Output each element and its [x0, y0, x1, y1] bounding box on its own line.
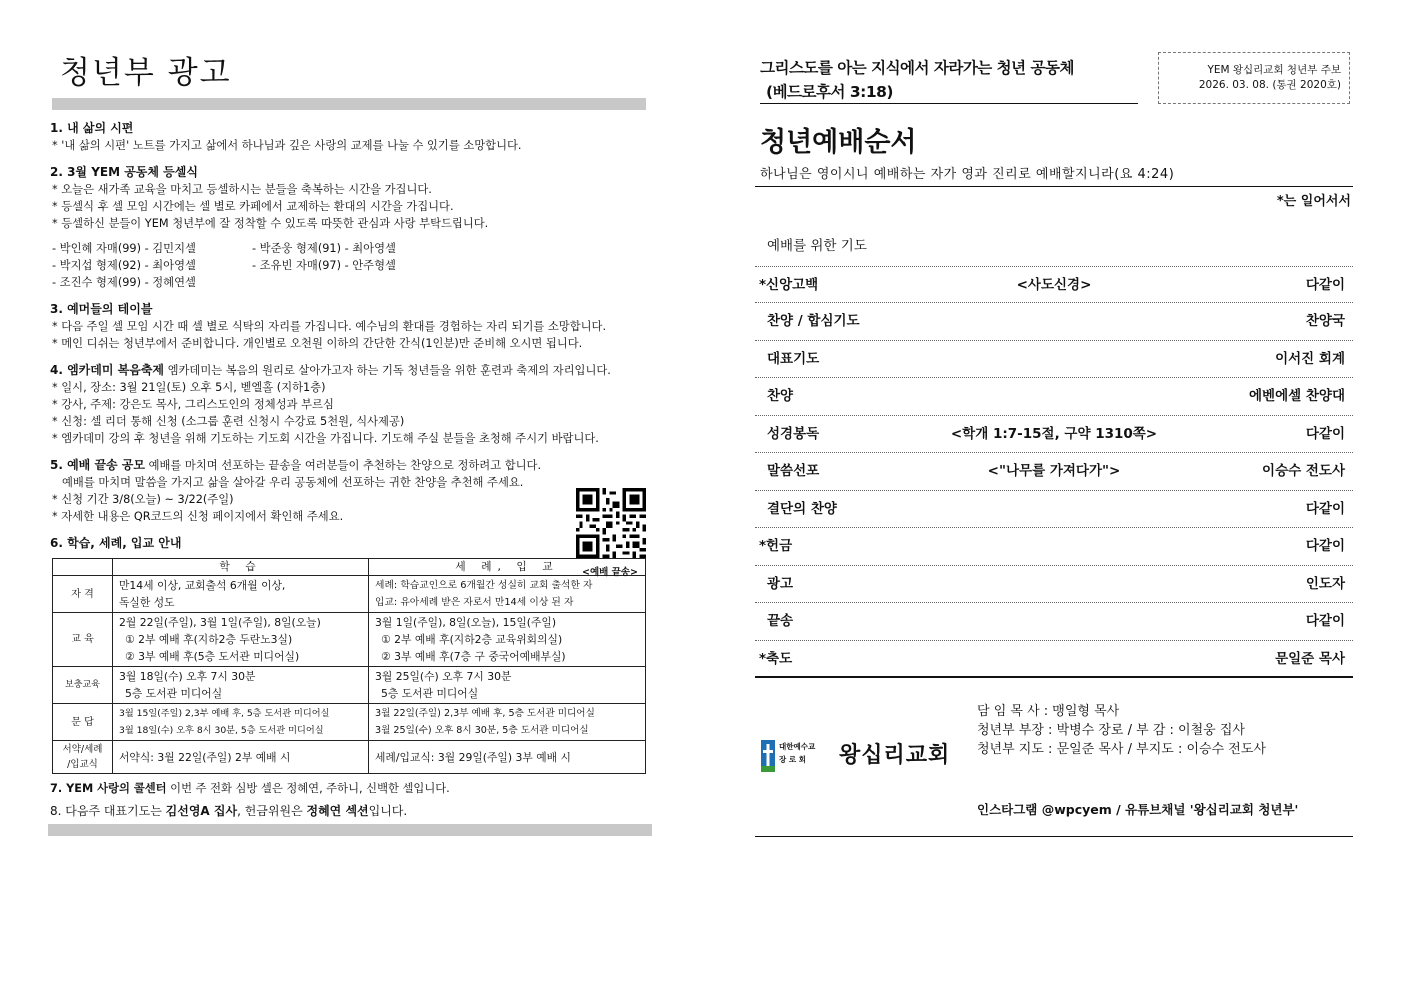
logo-text: 대한예수교 [779, 742, 816, 751]
order-name: 찬양 [767, 388, 794, 404]
order-name: 성경봉독 [767, 425, 820, 442]
table-cell [113, 667, 369, 704]
section-desc: 엠카데미는 복음의 원리로 살아가고자 하는 기독 청년들을 위한 훈련과 축제의 자리입니다. [164, 364, 611, 377]
section-heading: 4. 엠카데미 복음축제 [50, 363, 165, 377]
cell-line: 3월 25일(수) 오후 8시 30분, 5층 도서관 미디어실 [375, 725, 589, 736]
order-name: *신앙고백 [759, 276, 819, 293]
announcement-page [48, 50, 658, 836]
cell-line: /입교식 [67, 759, 98, 770]
cell-line: 입교: 유아세례 받은 자로서 만14세 이상 된 자 [375, 597, 574, 608]
order-leader: 다같이 [1305, 500, 1345, 517]
table-row [53, 613, 646, 667]
staff-line: 청년부 지도 : 문일준 목사 / 부지도 : 이승수 전도사 [977, 742, 1266, 757]
order-leader: 찬양국 [1305, 313, 1345, 329]
list-item [755, 341, 1353, 379]
sacrament-table [52, 558, 646, 774]
list-item: - 조유빈 자매(97) - 안주형셀 [252, 259, 396, 272]
list-item [755, 491, 1353, 529]
list-item: - 박인혜 자매(99) - 김민지셀 [52, 242, 196, 255]
divider [755, 186, 1353, 187]
table-header-row [53, 559, 646, 576]
cell-line: ② 3부 예배 후(7층 구 중국어예배부실) [381, 650, 566, 663]
order-leader: 다같이 [1305, 276, 1345, 293]
text-span: , 헌금위원은 [237, 804, 307, 818]
section-heading: 1. 내 삶의 시편 [50, 121, 134, 135]
motto: 그리스도를 아는 지식에서 자라가는 청년 공동체 [760, 59, 1074, 77]
standing-note: *는 일어서서 [1276, 194, 1351, 209]
table-row [53, 741, 646, 774]
order-leader: 다같이 [1305, 425, 1345, 442]
section-2 [48, 164, 658, 291]
list-item [755, 603, 1353, 641]
table-cell [369, 613, 646, 667]
order-leader: 이승수 전도사 [1262, 463, 1345, 479]
order-name: 결단의 찬양 [767, 500, 837, 517]
section-line: * 일시, 장소: 3월 21일(토) 오후 5시, 벧엘홀 (지하1층) [52, 381, 326, 394]
section-4 [48, 362, 658, 447]
new-member-list [48, 240, 658, 291]
table-cell [369, 576, 646, 613]
order-name: 대표기도 [767, 350, 820, 367]
cell-line: 5층 도서관 미디어실 [381, 687, 479, 700]
motto-reference: (베드로후서 3:18) [766, 83, 893, 101]
section-line: * 오늘은 새가족 교육을 마치고 등셀하시는 분들을 축복하는 시간을 가집니다. [52, 183, 432, 196]
order-detail: <"나무를 가져다가"> [987, 463, 1121, 479]
list-item [755, 416, 1353, 454]
staff-line: 청년부 부장 : 박병수 장로 / 부 감 : 이철웅 집사 [977, 723, 1245, 738]
logo-text: 장 로 회 [779, 755, 806, 764]
cross-icon [761, 740, 775, 772]
list-item [755, 378, 1353, 416]
table-cell [113, 704, 369, 741]
verse: 하나님은 영이시니 예배하는 자가 영과 진리로 예배할지니라(요 4:24) [760, 167, 1175, 182]
section-5 [48, 457, 658, 525]
sns-links: 인스타그램 @wpcyem / 유튜브채널 '왕십리교회 청년부' [977, 802, 1299, 817]
row-header: 보충교육 [53, 667, 113, 704]
cell-line: 3월 18일(수) 오후 8시 30분, 5층 도서관 미디어실 [119, 725, 324, 736]
section-desc: 이번 주 전화 심방 셀은 정혜연, 주하니, 신백한 셀입니다. [166, 782, 450, 795]
section-desc: 예배를 마치며 선포하는 끝송을 여러분들이 추천하는 찬양으로 정하려고 합니다. [145, 459, 542, 472]
bulletin-date: 2026. 03. 08. (통권 2020호) [1198, 79, 1341, 91]
list-item [755, 528, 1353, 566]
order-leader: 인도자 [1305, 575, 1345, 592]
cell-line: ① 2부 예배 후(지하2층 교육위회의실) [381, 633, 563, 646]
cell-line: 세례: 학습교인으로 6개월간 성실히 교회 출석한 자 [375, 580, 593, 591]
bulletin-info-box [1158, 52, 1350, 104]
section-8 [48, 803, 658, 820]
worship-title: 청년예배순서 [760, 127, 917, 158]
section-line: * 신청: 셀 리더 통해 신청 (소그룹 훈련 신청시 수강료 5천원, 식사제공) [52, 415, 405, 428]
cell-line: 3월 1일(주일), 8일(오늘), 15일(주일) [375, 616, 557, 629]
cell-line: 만14세 이상, 교회출석 6개월 이상, [119, 579, 286, 592]
list-item: - 박준웅 형제(91) - 최아영셀 [252, 242, 396, 255]
section-line: * '내 삶의 시편' 노트를 가지고 삶에서 하나님과 깊은 사랑의 교제를 나눌 수 있기를 소망합니다. [52, 139, 522, 152]
order-detail: <사도신경> [1016, 276, 1092, 293]
section-line: * 자세한 내용은 QR코드의 신청 페이지에서 확인해 주세요. [52, 510, 344, 523]
order-name: *축도 [759, 650, 793, 667]
cell-line: 3월 15일(주일) 2,3부 예배 후, 5층 도서관 미디어실 [119, 708, 330, 719]
column-header: 학 습 [113, 559, 369, 576]
list-item [755, 303, 1353, 341]
logo-denomination [779, 740, 815, 766]
section-6 [48, 535, 658, 774]
order-name: 광고 [767, 575, 794, 592]
prayer-name: 김선영A 집사 [165, 804, 238, 818]
cell-line: ① 2부 예배 후(지하2층 두란노3실) [125, 633, 293, 646]
table-cell [369, 704, 646, 741]
order-name: 끝송 [767, 613, 794, 629]
table-cell [113, 576, 369, 613]
section-line: * 엠카데미 강의 후 청년을 위해 기도하는 기도회 시간을 가집니다. 기도해 주실 분들을 초청해 주시기 바랍니다. [52, 432, 599, 445]
staff-line: 담 임 목 사 : 맹일형 목사 [977, 704, 1120, 719]
staff-list [977, 702, 1266, 759]
order-leader: 이서진 회계 [1275, 350, 1345, 367]
text-span: 8. 다음주 대표기도는 [50, 804, 166, 818]
cell-line: 서약/세례 [62, 744, 103, 755]
list-item: - 조진수 형제(99) - 정혜연셀 [52, 276, 196, 289]
cell-line: 2월 22일(주일), 3월 1일(주일), 8일(오늘) [119, 616, 321, 629]
motto-block [760, 56, 1138, 104]
section-line: 예배를 마치며 말씀을 가지고 삶을 살아갈 우리 공동체에 선포하는 귀한 찬양을 추천해 주세요. [62, 476, 524, 489]
table-row [53, 704, 646, 741]
footer-divider [755, 836, 1353, 837]
order-leader: 다같이 [1305, 538, 1345, 554]
order-name: 찬양 / 합심기도 [767, 313, 860, 329]
section-heading: 5. 예배 끝송 공모 [50, 458, 145, 472]
section-line: * 신청 기간 3/8(오늘) ~ 3/22(주일) [52, 493, 234, 506]
table-corner [53, 559, 113, 576]
cell-line: 3월 25일(수) 오후 7시 30분 [375, 670, 512, 683]
section-heading: 2. 3월 YEM 공동체 등셀식 [50, 165, 198, 179]
page-title: 청년부 광고 [60, 55, 232, 91]
row-header: 문 답 [53, 704, 113, 741]
table-row [53, 667, 646, 704]
list-item [755, 228, 1353, 266]
table-row [53, 576, 646, 613]
cell-line: 독실한 성도 [119, 596, 175, 609]
list-item: - 박지섭 형제(92) - 최아영셀 [52, 259, 196, 272]
table-cell: 서약식: 3월 22일(주일) 2부 예배 시 [113, 741, 369, 774]
section-heading-row [48, 362, 658, 379]
section-7 [48, 780, 658, 797]
order-detail: <학개 1:7-15절, 구약 1310쪽> [950, 425, 1158, 442]
order-name: 예배를 위한 기도 [767, 238, 867, 254]
list-item [755, 566, 1353, 604]
section-3 [48, 301, 658, 352]
order-leader: 다같이 [1305, 613, 1345, 629]
section-line: * 메인 디쉬는 청년부에서 준비합니다. 개인별로 오천원 이하의 간단한 간식(1인분)만 준비해 오시면 됩니다. [52, 337, 583, 350]
row-header: 교 육 [53, 613, 113, 667]
section-heading-row [48, 457, 658, 474]
section-line: * 등셀식 후 셀 모임 시간에는 셀 별로 카페에서 교제하는 환대의 시간을 가집니다. [52, 200, 454, 213]
text-span: 입니다. [368, 804, 408, 818]
cell-line: 3월 22일(주일) 2,3부 예배 후, 5층 도서관 미디어실 [375, 708, 595, 719]
order-name: *헌금 [759, 538, 793, 554]
table-cell [369, 667, 646, 704]
list-item [755, 453, 1353, 491]
cell-line: 3월 18일(수) 오후 7시 30분 [119, 670, 256, 683]
qr-caption: <예배 끝송> [582, 567, 638, 578]
list-item [755, 641, 1353, 679]
column-header: 세 례, 입 교 [369, 559, 646, 576]
order-name: 말씀선포 [767, 463, 820, 479]
table-cell: 세례/입교식: 3월 29일(주일) 3부 예배 시 [369, 741, 646, 774]
section-heading: 6. 학습, 세례, 입교 안내 [50, 536, 182, 550]
section-line: * 다음 주일 셀 모임 시간 때 셀 별로 식탁의 자리를 가집니다. 예수님의 환대를 경험하는 자리 되기를 소망합니다. [52, 320, 607, 333]
section-line: * 등셀하신 분들이 YEM 청년부에 잘 정착할 수 있도록 따뜻한 관심과 사랑 부탁드립니다. [52, 217, 489, 230]
qr-code-icon[interactable] [576, 488, 646, 558]
cell-line: 5층 도서관 미디어실 [125, 687, 223, 700]
logo-church-name: 왕십리교회 [839, 742, 951, 768]
section-heading: 3. 예머들의 테이블 [50, 302, 153, 316]
cell-line: ② 3부 예배 후(5층 도서관 미디어실) [125, 650, 300, 663]
row-header: 자 격 [53, 576, 113, 613]
row-header [53, 741, 113, 774]
table-cell [113, 613, 369, 667]
order-leader: 에벤에셀 찬양대 [1249, 388, 1345, 404]
order-leader: 문일준 목사 [1275, 650, 1345, 667]
section-1 [48, 120, 658, 154]
title-divider [52, 98, 646, 110]
section-heading: 7. YEM 사랑의 콜센터 [50, 782, 167, 795]
offering-name: 정혜연 섹션 [306, 804, 369, 818]
bulletin-name: YEM 왕십리교회 청년부 주보 [1207, 64, 1341, 76]
worship-order-list [755, 228, 1353, 678]
bottom-divider [48, 824, 652, 836]
list-item [755, 266, 1353, 304]
section-line: * 강사, 주제: 강은도 목사, 그리스도인의 정체성과 부르심 [52, 398, 334, 411]
church-logo [761, 738, 961, 778]
